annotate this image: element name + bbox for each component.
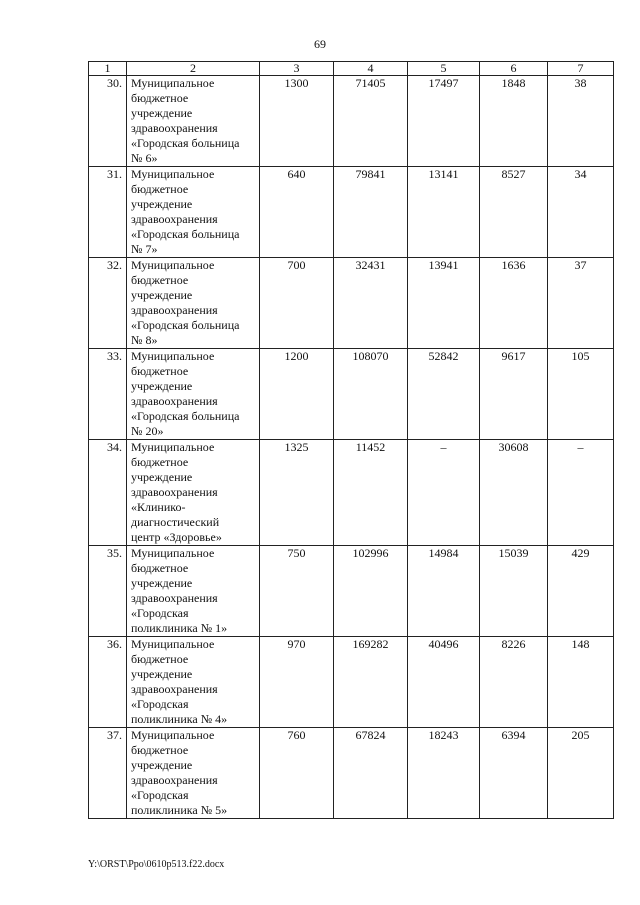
- institution-name-line: учреждение: [131, 667, 193, 681]
- row-number-cell: 33.: [89, 349, 127, 440]
- value-cell-col-5: 52842: [408, 349, 480, 440]
- value-cell-col-6: 8226: [480, 637, 548, 728]
- institution-name-line: бюджетное: [131, 273, 189, 287]
- institution-name-line: учреждение: [131, 470, 193, 484]
- value-cell-col-3: 1200: [260, 349, 334, 440]
- institution-name-line: «Городская больница: [131, 409, 240, 423]
- institution-name-line: «Городская больница: [131, 318, 240, 332]
- footer-file-path: Y:\ORST\Ppo\0610p513.f22.docx: [88, 859, 225, 870]
- institution-name-line: Муниципальное: [131, 258, 215, 272]
- institution-name-line: учреждение: [131, 106, 193, 120]
- institution-name-line: здравоохранения: [131, 485, 218, 499]
- value-cell-col-7: 38: [548, 76, 614, 167]
- table-row: [89, 167, 614, 258]
- institution-name-line: «Городская больница: [131, 227, 240, 241]
- value-cell-col-6: 30608: [480, 440, 548, 546]
- value-cell-col-5: 18243: [408, 728, 480, 819]
- row-number-cell: 34.: [89, 440, 127, 546]
- value-cell-col-4: 67824: [334, 728, 408, 819]
- value-cell-col-4: 11452: [334, 440, 408, 546]
- table-row: [89, 349, 614, 440]
- value-cell-col-6: 9617: [480, 349, 548, 440]
- institution-name-cell: [127, 76, 260, 167]
- column-header-4: 4: [334, 62, 408, 76]
- value-cell-col-7: 34: [548, 167, 614, 258]
- institution-name-cell: [127, 546, 260, 637]
- institution-name-line: бюджетное: [131, 743, 189, 757]
- value-cell-col-4: 71405: [334, 76, 408, 167]
- column-header-1: 1: [89, 62, 127, 76]
- institution-name-line: здравоохранения: [131, 303, 218, 317]
- value-cell-col-7: –: [548, 440, 614, 546]
- value-cell-col-3: 1300: [260, 76, 334, 167]
- institution-name-line: здравоохранения: [131, 394, 218, 408]
- value-cell-col-7: 37: [548, 258, 614, 349]
- table-header-row: [89, 62, 614, 76]
- row-number-cell: 30.: [89, 76, 127, 167]
- institution-name-line: учреждение: [131, 197, 193, 211]
- institution-name-line: бюджетное: [131, 561, 189, 575]
- value-cell-col-4: 32431: [334, 258, 408, 349]
- value-cell-col-3: 1325: [260, 440, 334, 546]
- institution-name-line: поликлиника № 5»: [131, 803, 228, 817]
- value-cell-col-7: 148: [548, 637, 614, 728]
- institution-name-line: учреждение: [131, 379, 193, 393]
- institution-name-line: Муниципальное: [131, 440, 215, 454]
- column-header-2: 2: [127, 62, 260, 76]
- value-cell-col-5: 14984: [408, 546, 480, 637]
- institution-name-cell: [127, 728, 260, 819]
- row-number-cell: 35.: [89, 546, 127, 637]
- institution-name-line: № 8»: [131, 333, 158, 347]
- table-row: [89, 637, 614, 728]
- institution-name-line: Муниципальное: [131, 76, 215, 90]
- value-cell-col-5: –: [408, 440, 480, 546]
- institution-name-line: «Городская: [131, 788, 189, 802]
- institution-name-line: Муниципальное: [131, 728, 215, 742]
- page-number: 69: [314, 37, 326, 51]
- value-cell-col-7: 429: [548, 546, 614, 637]
- institution-name-line: здравоохранения: [131, 773, 218, 787]
- value-cell-col-7: 105: [548, 349, 614, 440]
- institution-name-line: «Городская: [131, 606, 189, 620]
- institution-name-line: Муниципальное: [131, 349, 215, 363]
- institution-name-line: здравоохранения: [131, 682, 218, 696]
- institution-name-line: Муниципальное: [131, 167, 215, 181]
- institution-name-line: здравоохранения: [131, 212, 218, 226]
- institution-name-line: поликлиника № 1»: [131, 621, 228, 635]
- institution-name-cell: [127, 167, 260, 258]
- table-row: [89, 440, 614, 546]
- row-number-cell: 31.: [89, 167, 127, 258]
- value-cell-col-5: 13141: [408, 167, 480, 258]
- table-row: [89, 728, 614, 819]
- table-row: [89, 76, 614, 167]
- value-cell-col-4: 79841: [334, 167, 408, 258]
- institution-name-cell: [127, 349, 260, 440]
- institution-name-line: здравоохранения: [131, 591, 218, 605]
- value-cell-col-4: 102996: [334, 546, 408, 637]
- value-cell-col-6: 1848: [480, 76, 548, 167]
- institution-name-line: бюджетное: [131, 455, 189, 469]
- institution-name-line: бюджетное: [131, 182, 189, 196]
- value-cell-col-3: 760: [260, 728, 334, 819]
- column-header-6: 6: [480, 62, 548, 76]
- institution-name-line: учреждение: [131, 288, 193, 302]
- value-cell-col-5: 17497: [408, 76, 480, 167]
- value-cell-col-3: 640: [260, 167, 334, 258]
- value-cell-col-6: 1636: [480, 258, 548, 349]
- institution-name-cell: [127, 440, 260, 546]
- institution-name-line: «Клинико-: [131, 500, 186, 514]
- column-header-7: 7: [548, 62, 614, 76]
- value-cell-col-4: 169282: [334, 637, 408, 728]
- table-row: [89, 258, 614, 349]
- column-header-3: 3: [260, 62, 334, 76]
- row-number-cell: 36.: [89, 637, 127, 728]
- institution-name-line: центр «Здоровье»: [131, 530, 222, 544]
- value-cell-col-6: 8527: [480, 167, 548, 258]
- data-table: [88, 61, 614, 819]
- institution-name-line: учреждение: [131, 758, 193, 772]
- institution-name-line: № 20»: [131, 424, 164, 438]
- institution-name-cell: [127, 637, 260, 728]
- institution-name-line: здравоохранения: [131, 121, 218, 135]
- value-cell-col-3: 750: [260, 546, 334, 637]
- institution-name-cell: [127, 258, 260, 349]
- value-cell-col-3: 970: [260, 637, 334, 728]
- value-cell-col-5: 40496: [408, 637, 480, 728]
- institution-name-line: «Городская больница: [131, 136, 240, 150]
- value-cell-col-3: 700: [260, 258, 334, 349]
- value-cell-col-6: 6394: [480, 728, 548, 819]
- institution-name-line: № 7»: [131, 242, 158, 256]
- institution-name-line: диагностический: [131, 515, 220, 529]
- row-number-cell: 32.: [89, 258, 127, 349]
- column-header-5: 5: [408, 62, 480, 76]
- institution-name-line: учреждение: [131, 576, 193, 590]
- institution-name-line: бюджетное: [131, 652, 189, 666]
- value-cell-col-7: 205: [548, 728, 614, 819]
- value-cell-col-6: 15039: [480, 546, 548, 637]
- row-number-cell: 37.: [89, 728, 127, 819]
- institution-name-line: Муниципальное: [131, 546, 215, 560]
- institution-name-line: № 6»: [131, 151, 158, 165]
- institution-name-line: поликлиника № 4»: [131, 712, 228, 726]
- value-cell-col-5: 13941: [408, 258, 480, 349]
- institution-name-line: Муниципальное: [131, 637, 215, 651]
- value-cell-col-4: 108070: [334, 349, 408, 440]
- institution-name-line: бюджетное: [131, 364, 189, 378]
- table-row: [89, 546, 614, 637]
- institution-name-line: бюджетное: [131, 91, 189, 105]
- institution-name-line: «Городская: [131, 697, 189, 711]
